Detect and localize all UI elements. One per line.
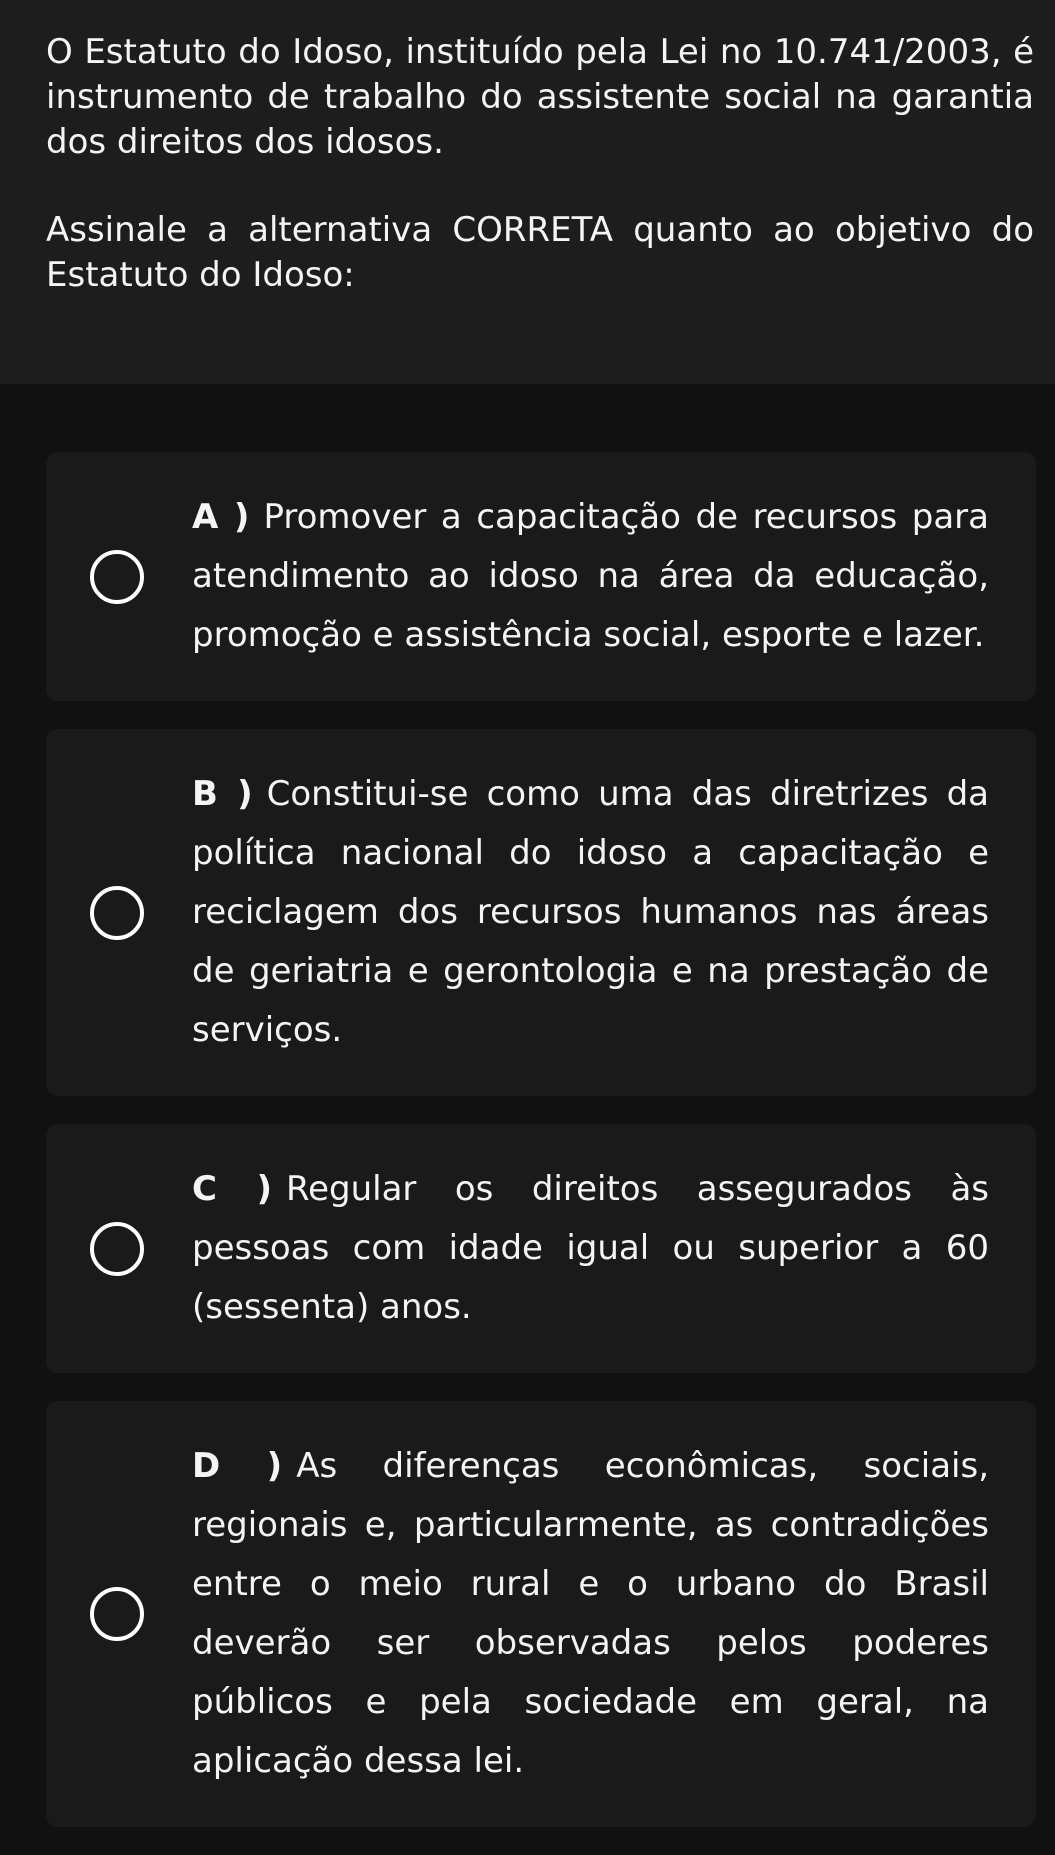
option-b[interactable] [46,729,1036,1096]
option-a-content [192,488,989,665]
question-panel [0,0,1055,384]
option-d-letter: D ) [192,1446,283,1486]
radio-button-b[interactable] [90,886,144,940]
option-b-content [192,765,989,1060]
question-prompt: Assinale a alternativa CORRETA quanto ao objetivo do Estatuto do Idoso: [46,210,1034,295]
radio-button-d[interactable] [90,1587,144,1641]
radio-button-c[interactable] [90,1222,144,1276]
option-d-text: As diferenças econômicas, sociais, regionais e, particularmente, as contradições entre o meio rural e o urbano do Brasil deverão ser observadas pelos poderes públicos e pela sociedade em geral, na aplicação dessa lei. [192,1446,989,1781]
option-c-content [192,1160,989,1337]
option-a[interactable] [46,452,1036,701]
option-c[interactable] [46,1124,1036,1373]
option-a-text: Promover a capacitação de recursos para atendimento ao idoso na área da educação, promoção e assistência social, esporte e lazer. [192,497,989,655]
option-a-letter: A ) [192,497,250,537]
answer-options [46,452,1036,1855]
option-d-content [192,1437,989,1791]
question-statement: O Estatuto do Idoso, instituído pela Lei no 10.741/2003, é instrumento de trabalho do assistente social na garantia dos direitos dos idosos. [46,32,1034,162]
option-c-text: Regular os direitos assegurados às pessoas com idade igual ou superior a 60 (sessenta) anos. [192,1169,989,1327]
option-d[interactable] [46,1401,1036,1827]
option-b-letter: B ) [192,774,253,814]
option-b-text: Constitui-se como uma das diretrizes da política nacional do idoso a capacitação e reciclagem dos recursos humanos nas áreas de geriatria e gerontologia e na prestação de serviços. [192,774,989,1050]
option-c-letter: C ) [192,1169,272,1209]
radio-button-a[interactable] [90,550,144,604]
